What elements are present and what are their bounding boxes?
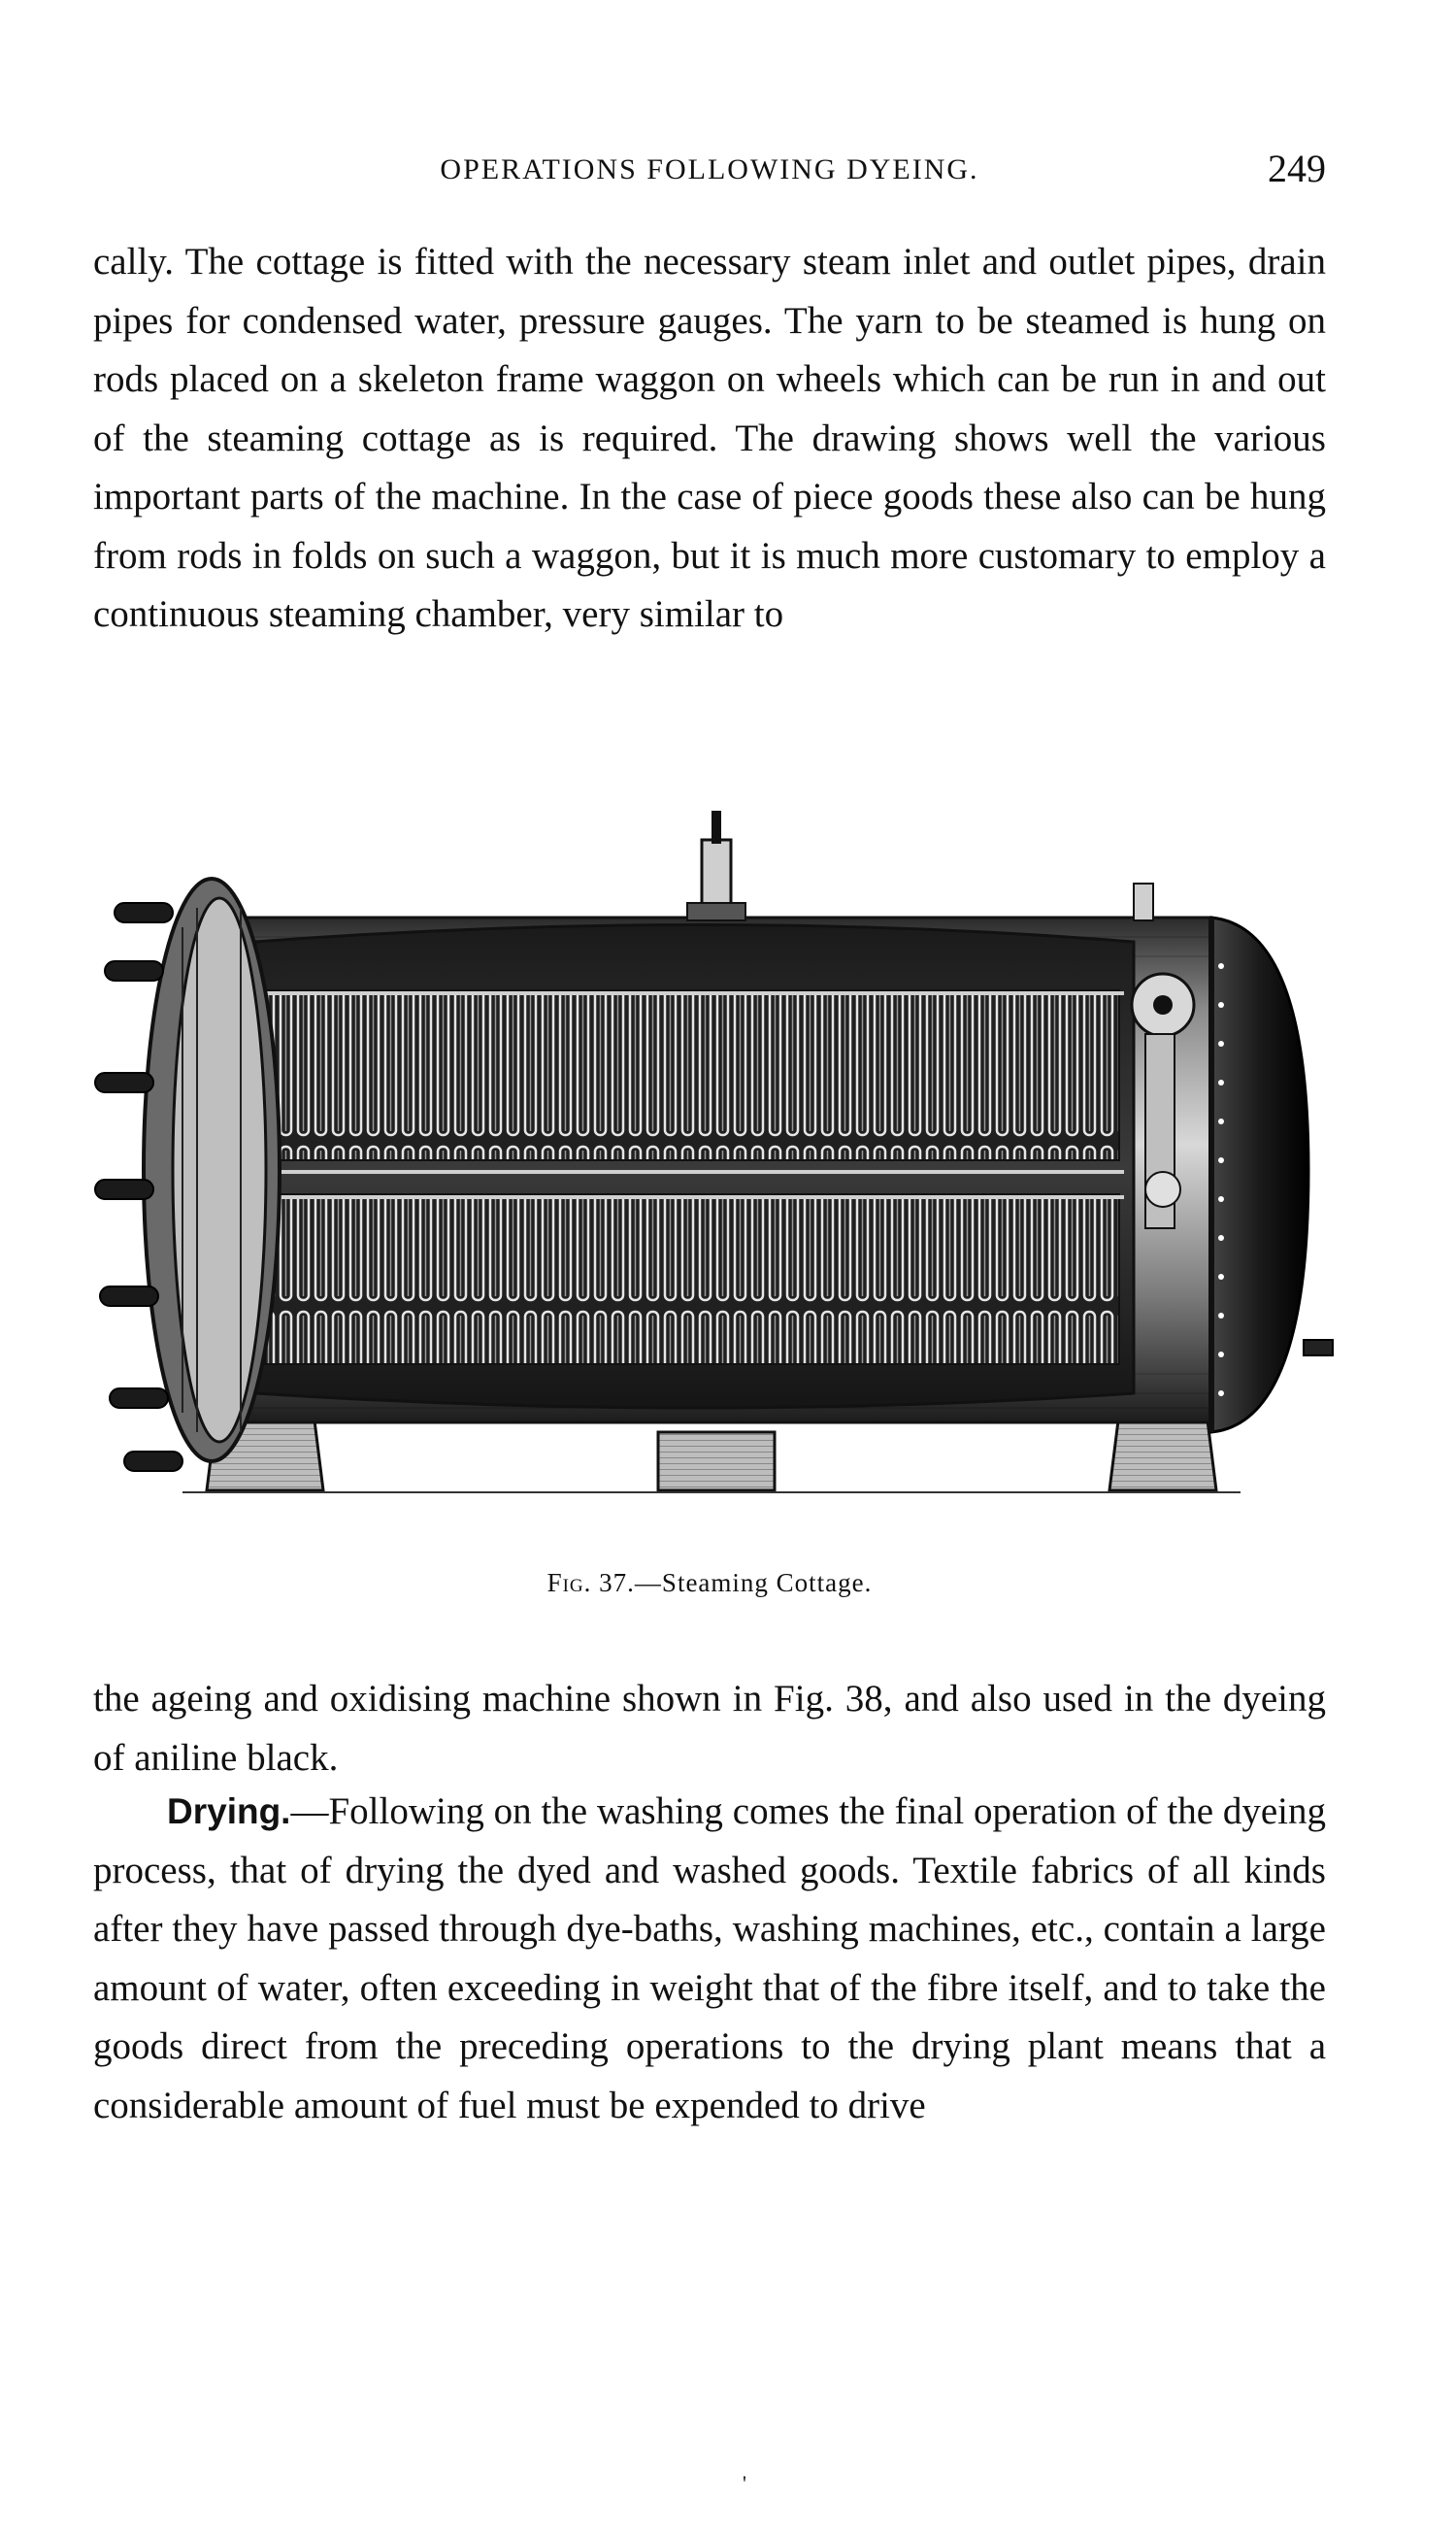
- footer-mark: ': [743, 2471, 746, 2495]
- paragraph-steam-cottage: cally. The cottage is fitted with the necessary steam inlet and outlet pipes, drain pipes for condensed water, pressure gauges. The yarn to be steamed is hung on rods placed on a skeleton frame waggon on wheels which can be run in and out of the steaming cottage as is required. The drawing shows well the various important parts of the machine. In the case of piece goods these also can be hung from rods in folds on such a waggon, but it is much more customary to employ a continuous steaming chamber, very similar to: [93, 241, 1326, 635]
- crank-wheel: [1145, 1172, 1180, 1207]
- figure-title: —Steaming Cottage.: [634, 1568, 873, 1597]
- running-head: [93, 146, 1326, 194]
- outlet-pipe: [1304, 1340, 1333, 1355]
- steam-valve-stem: [711, 811, 721, 844]
- figure-caption: [93, 1568, 1326, 1598]
- drying-heading: Drying.: [167, 1791, 291, 1831]
- figure-label: Fig. 37.: [546, 1568, 635, 1597]
- left-door-face: [173, 898, 266, 1442]
- gear-hub: [1153, 995, 1173, 1015]
- running-title: OPERATIONS FOLLOWING DYEING.: [440, 153, 979, 185]
- gauge-fitting: [1134, 884, 1153, 920]
- drying-body: —Following on the washing comes the final operation of the dyeing process, that of drying the dyed and washed goods. Textile fabrics of all kinds after they have passed through dye-baths, washing machines, etc., contain a large amount of water, often exceeding in weight that of the fibre itself, and to take the goods direct from the preceding operations to the drying plant means that a considerable amount of fuel must be expended to drive: [93, 1790, 1326, 2126]
- paragraph-ageing-machine: the ageing and oxidising machine shown in Fig. 38, and also used in the dyeing of aniline black.: [93, 1678, 1326, 1779]
- lower-coil-bank: [265, 1194, 1119, 1364]
- steam-valve-flange: [687, 903, 745, 920]
- upper-coil-bank: [265, 990, 1119, 1160]
- page-number: 249: [1268, 147, 1326, 190]
- steaming-cottage-illustration: [85, 811, 1338, 1549]
- paragraph-drying: [93, 1783, 1326, 2135]
- center-support-foot: [658, 1432, 775, 1490]
- steaming-cottage-drawing: [85, 811, 1338, 1549]
- right-end-cap: [1211, 918, 1308, 1432]
